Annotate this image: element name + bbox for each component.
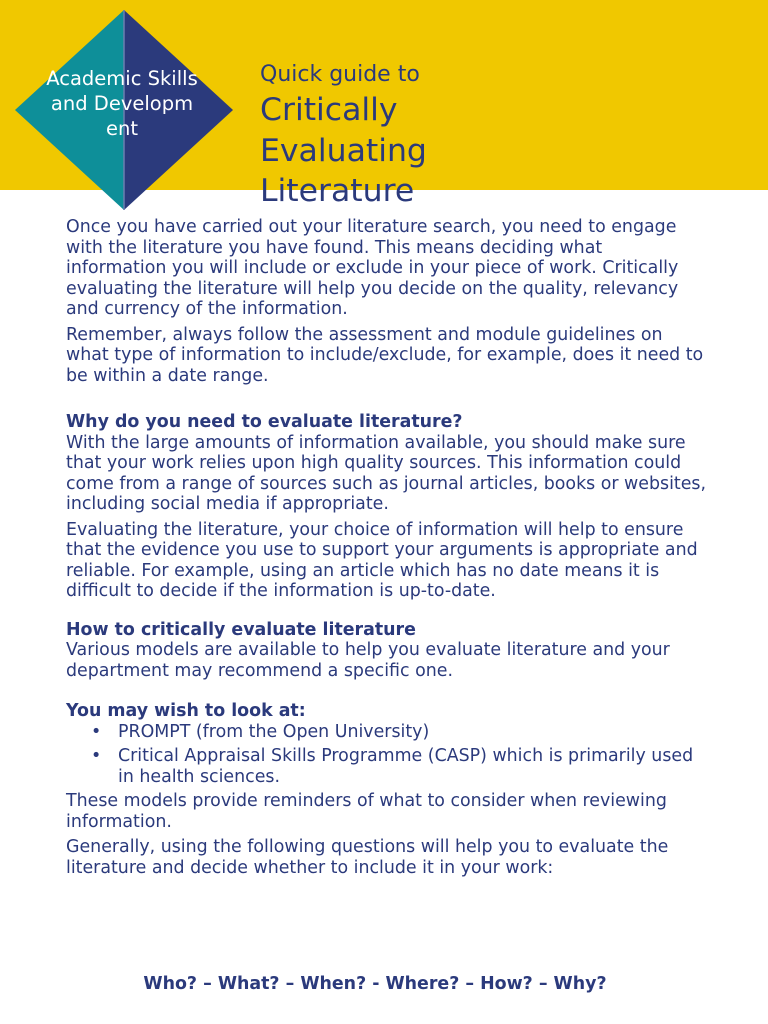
- bullet-icon: •: [91, 746, 102, 766]
- section-heading-look: You may wish to look at:: [66, 701, 306, 721]
- intro-paragraph-1: Once you have carried out your literature search, you need to engage with the literature you have found. This means deciding what information you will include or exclude in your piece of work. Critically evaluating the literature will help you decide on the quality, relevancy and currency of the information.: [66, 217, 679, 319]
- look-paragraph-2: Generally, using the following questions will help you to evaluate the literature and decide whether to include it in your work:: [66, 837, 669, 878]
- model-list: [66, 722, 706, 788]
- intro-paragraph-2: Remember, always follow the assessment and module guidelines on what type of information to include/exclude, for example, does it need to be within a date range.: [66, 324, 704, 386]
- list-item: [66, 722, 706, 743]
- look-paragraph-1: These models provide reminders of what to consider when reviewing information.: [66, 791, 667, 832]
- list-item-text: Critical Appraisal Skills Programme (CASP) which is primarily used in health sciences.: [118, 746, 694, 787]
- bullet-icon: •: [91, 721, 102, 742]
- list-item: [66, 746, 706, 787]
- document-body: [66, 217, 706, 883]
- logo-text: Academic Skills and Development: [46, 67, 198, 140]
- list-item-text: PROMPT (from the Open University): [118, 721, 430, 742]
- why-paragraph-2: Evaluating the literature, your choice of information will help to ensure that the evidence you use to support your arguments is appropriate and reliable. For example, using an article which has no date means it is difficult to decide if the information is up-to-date.: [66, 519, 698, 601]
- why-paragraph-1: With the large amounts of information available, you should make sure that your work relies upon high quality sources. This information could come from a range of sources such as journal articles, books or websites, including social media if appropriate.: [66, 432, 707, 514]
- how-paragraph-1: Various models are available to help you evaluate literature and your department may recommend a specific one.: [66, 640, 670, 681]
- section-heading-why: Why do you need to evaluate literature?: [66, 412, 463, 432]
- section-heading-how: How to critically evaluate literature: [66, 619, 416, 640]
- page-title: Critically Evaluating Literature: [260, 92, 427, 209]
- key-questions: Who? – What? – When? - Where? – How? – Why?: [143, 974, 607, 994]
- page-subtitle: Quick guide to: [260, 62, 420, 87]
